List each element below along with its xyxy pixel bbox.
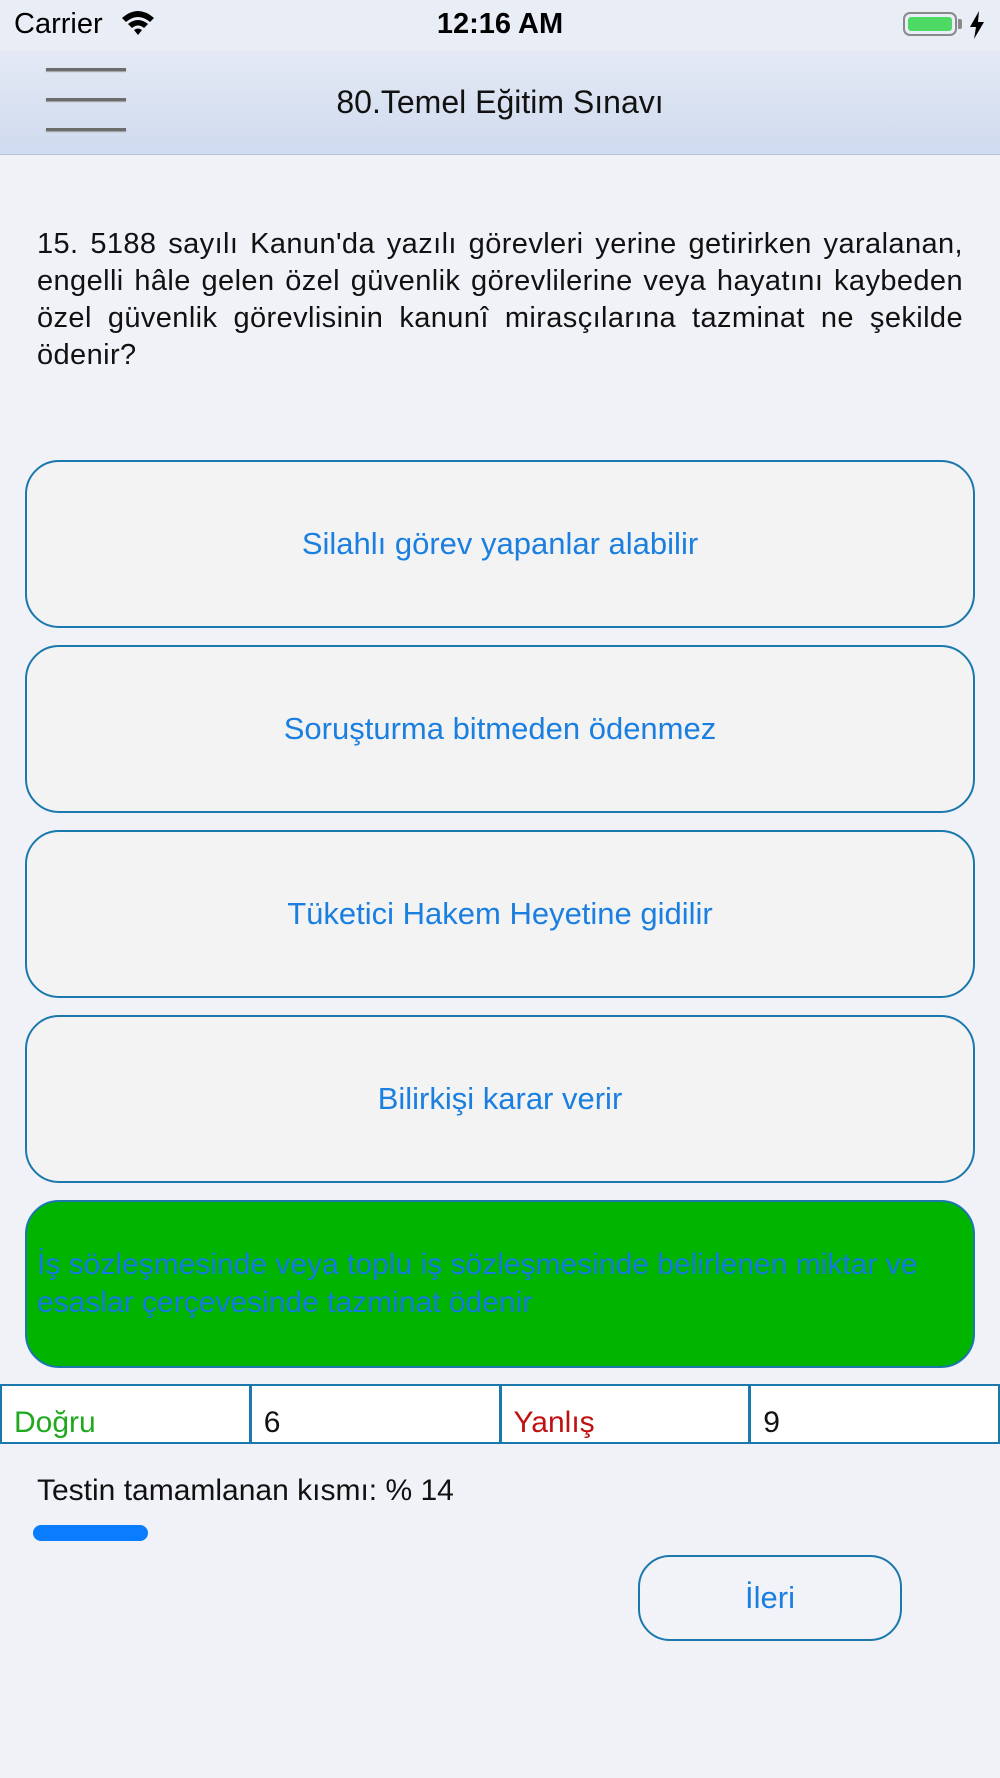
answer-option-1[interactable]: Silahlı görev yapanlar alabilir — [25, 460, 975, 628]
wrong-label: Yanlış — [502, 1386, 752, 1442]
answer-option-2[interactable]: Soruşturma bitmeden ödenmez — [25, 645, 975, 813]
next-button[interactable]: İleri — [638, 1555, 902, 1641]
progress-bar — [33, 1525, 853, 1541]
navigation-bar — [0, 50, 1000, 155]
score-table — [0, 1384, 1000, 1444]
progress-bar-fill — [33, 1525, 148, 1541]
progress-label: Testin tamamlanan kısmı: % 14 — [37, 1474, 454, 1507]
carrier-label: Carrier — [14, 8, 103, 40]
answer-option-5-correct[interactable]: İş sözleşmesinde veya toplu iş sözleşmesinde belirlenen miktar ve esaslar çerçevesinde tazminat ödenir — [25, 1200, 975, 1368]
wrong-count: 9 — [763, 1406, 780, 1439]
clock: 12:16 AM — [436, 8, 564, 40]
charging-bolt-icon — [968, 10, 986, 40]
question-text: 15. 5188 sayılı Kanun'da yazılı görevleri yerine getirirken yaralanan, engelli hâle gelen özel güvenlik görevlilerine veya hayatını kaybeden özel güvenlik görevlisinin kanunî mirasçılarına tazminat ne şekilde ödenir? — [37, 228, 963, 371]
answer-option-3[interactable]: Tüketici Hakem Heyetine gidilir — [25, 830, 975, 998]
battery-icon — [903, 12, 957, 36]
answer-option-4[interactable]: Bilirkişi karar verir — [25, 1015, 975, 1183]
correct-label: Doğru — [2, 1386, 252, 1442]
page-title: 80.Temel Eğitim Sınavı — [336, 84, 664, 120]
correct-count: 6 — [252, 1386, 502, 1442]
battery-tip — [958, 19, 962, 29]
status-bar — [0, 0, 1000, 50]
